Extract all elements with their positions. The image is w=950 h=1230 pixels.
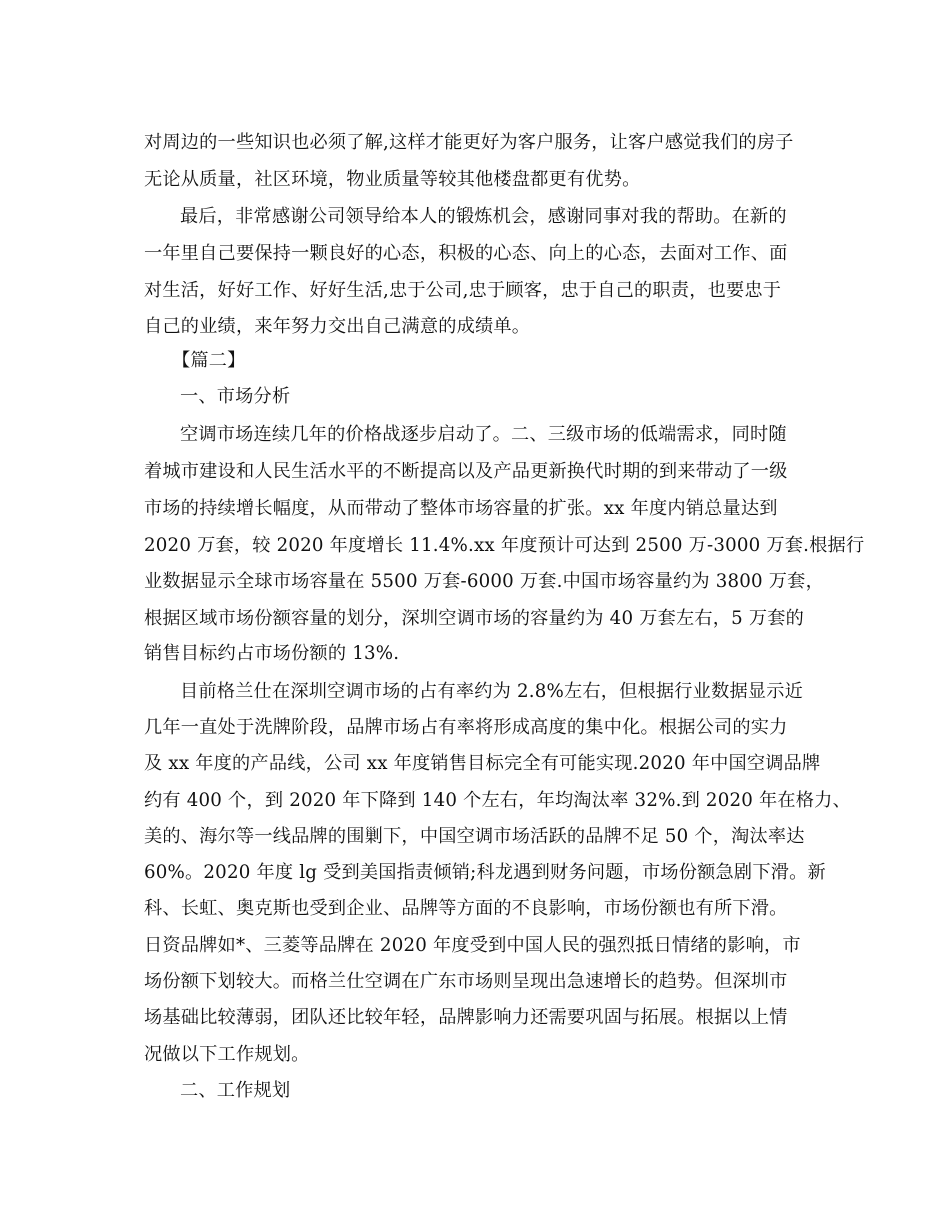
text-line: 无论从质量，社区环境，物业质量等较其他楼盘都更有优势。 bbox=[144, 169, 641, 190]
text-line: 日资品牌如*、三菱等品牌在 2020 年度受到中国人民的强烈抵日情绪的影响，市 bbox=[144, 935, 801, 956]
text-line: 空调市场连续几年的价格战逐步启动了。二、三级市场的低端需求，同时随 bbox=[180, 424, 787, 445]
text-line: 业数据显示全球市场容量在 5500 万套-6000 万套.中国市场容量约为 3800 万套， bbox=[144, 571, 824, 592]
text-line: 目前格兰仕在深圳空调市场的占有率约为 2.8%左右，但根据行业数据显示近 bbox=[180, 681, 804, 702]
text-line: 2020 万套，较 2020 年度增长 11.4%.xx 年度预计可达到 2500 万-3000 万套.根据行 bbox=[144, 535, 865, 556]
text-line: 几年一直处于洗牌阶段，品牌市场占有率将形成高度的集中化。根据公司的实力 bbox=[144, 717, 788, 738]
text-line: 销售目标约占市场份额的 13%. bbox=[144, 643, 400, 664]
text-line: 市场的持续增长幅度，从而带动了整体市场容量的扩张。xx 年度内销总量达到 bbox=[144, 498, 778, 519]
text-line: 着城市建设和人民生活水平的不断提高以及产品更新换代时期的到来带动了一级 bbox=[144, 461, 788, 482]
section-heading: 一、市场分析 bbox=[180, 386, 291, 407]
section-heading: 【篇二】 bbox=[172, 350, 246, 371]
text-line: 约有 400 个，到 2020 年下降到 140 个左右，年均淘汰率 32%.到 2020 年在格力、 bbox=[144, 790, 851, 811]
text-line: 场基础比较薄弱，团队还比较年轻，品牌影响力还需要巩固与拓展。根据以上情 bbox=[144, 1007, 788, 1028]
text-line: 对生活，好好工作、好好生活,忠于公司,忠于顾客，忠于自己的职责，也要忠于 bbox=[144, 280, 782, 301]
text-line: 及 xx 年度的产品线，公司 xx 年度销售目标完全有可能实现.2020 年中国空调品牌 bbox=[144, 753, 821, 774]
text-line: 美的、海尔等一线品牌的围剿下，中国空调市场活跃的品牌不足 50 个，淘汰率达 bbox=[144, 826, 805, 847]
text-line: 一年里自己要保持一颗良好的心态，积极的心态、向上的心态，去面对工作、面 bbox=[144, 243, 788, 264]
section-heading: 二、工作规划 bbox=[180, 1080, 291, 1101]
text-line: 最后，非常感谢公司领导给本人的锻炼机会，感谢同事对我的帮助。在新的 bbox=[180, 206, 787, 227]
text-line: 场份额下划较大。而格兰仕空调在广东市场则呈现出急速增长的趋势。但深圳市 bbox=[144, 971, 788, 992]
text-line: 60%。2020 年度 lg 受到美国指责倾销;科龙遇到财务问题，市场份额急剧下滑。新 bbox=[144, 862, 826, 883]
text-line: 根据区域市场份额容量的划分，深圳空调市场的容量约为 40 万套左右，5 万套的 bbox=[144, 608, 805, 629]
text-line: 对周边的一些知识也必须了解,这样才能更好为客户服务，让客户感觉我们的房子 bbox=[144, 132, 794, 153]
text-line: 况做以下工作规划。 bbox=[144, 1044, 310, 1065]
text-line: 自己的业绩，来年努力交出自己满意的成绩单。 bbox=[144, 316, 531, 337]
text-line: 科、长虹、奥克斯也受到企业、品牌等方面的不良影响，市场份额也有所下滑。 bbox=[144, 898, 788, 919]
